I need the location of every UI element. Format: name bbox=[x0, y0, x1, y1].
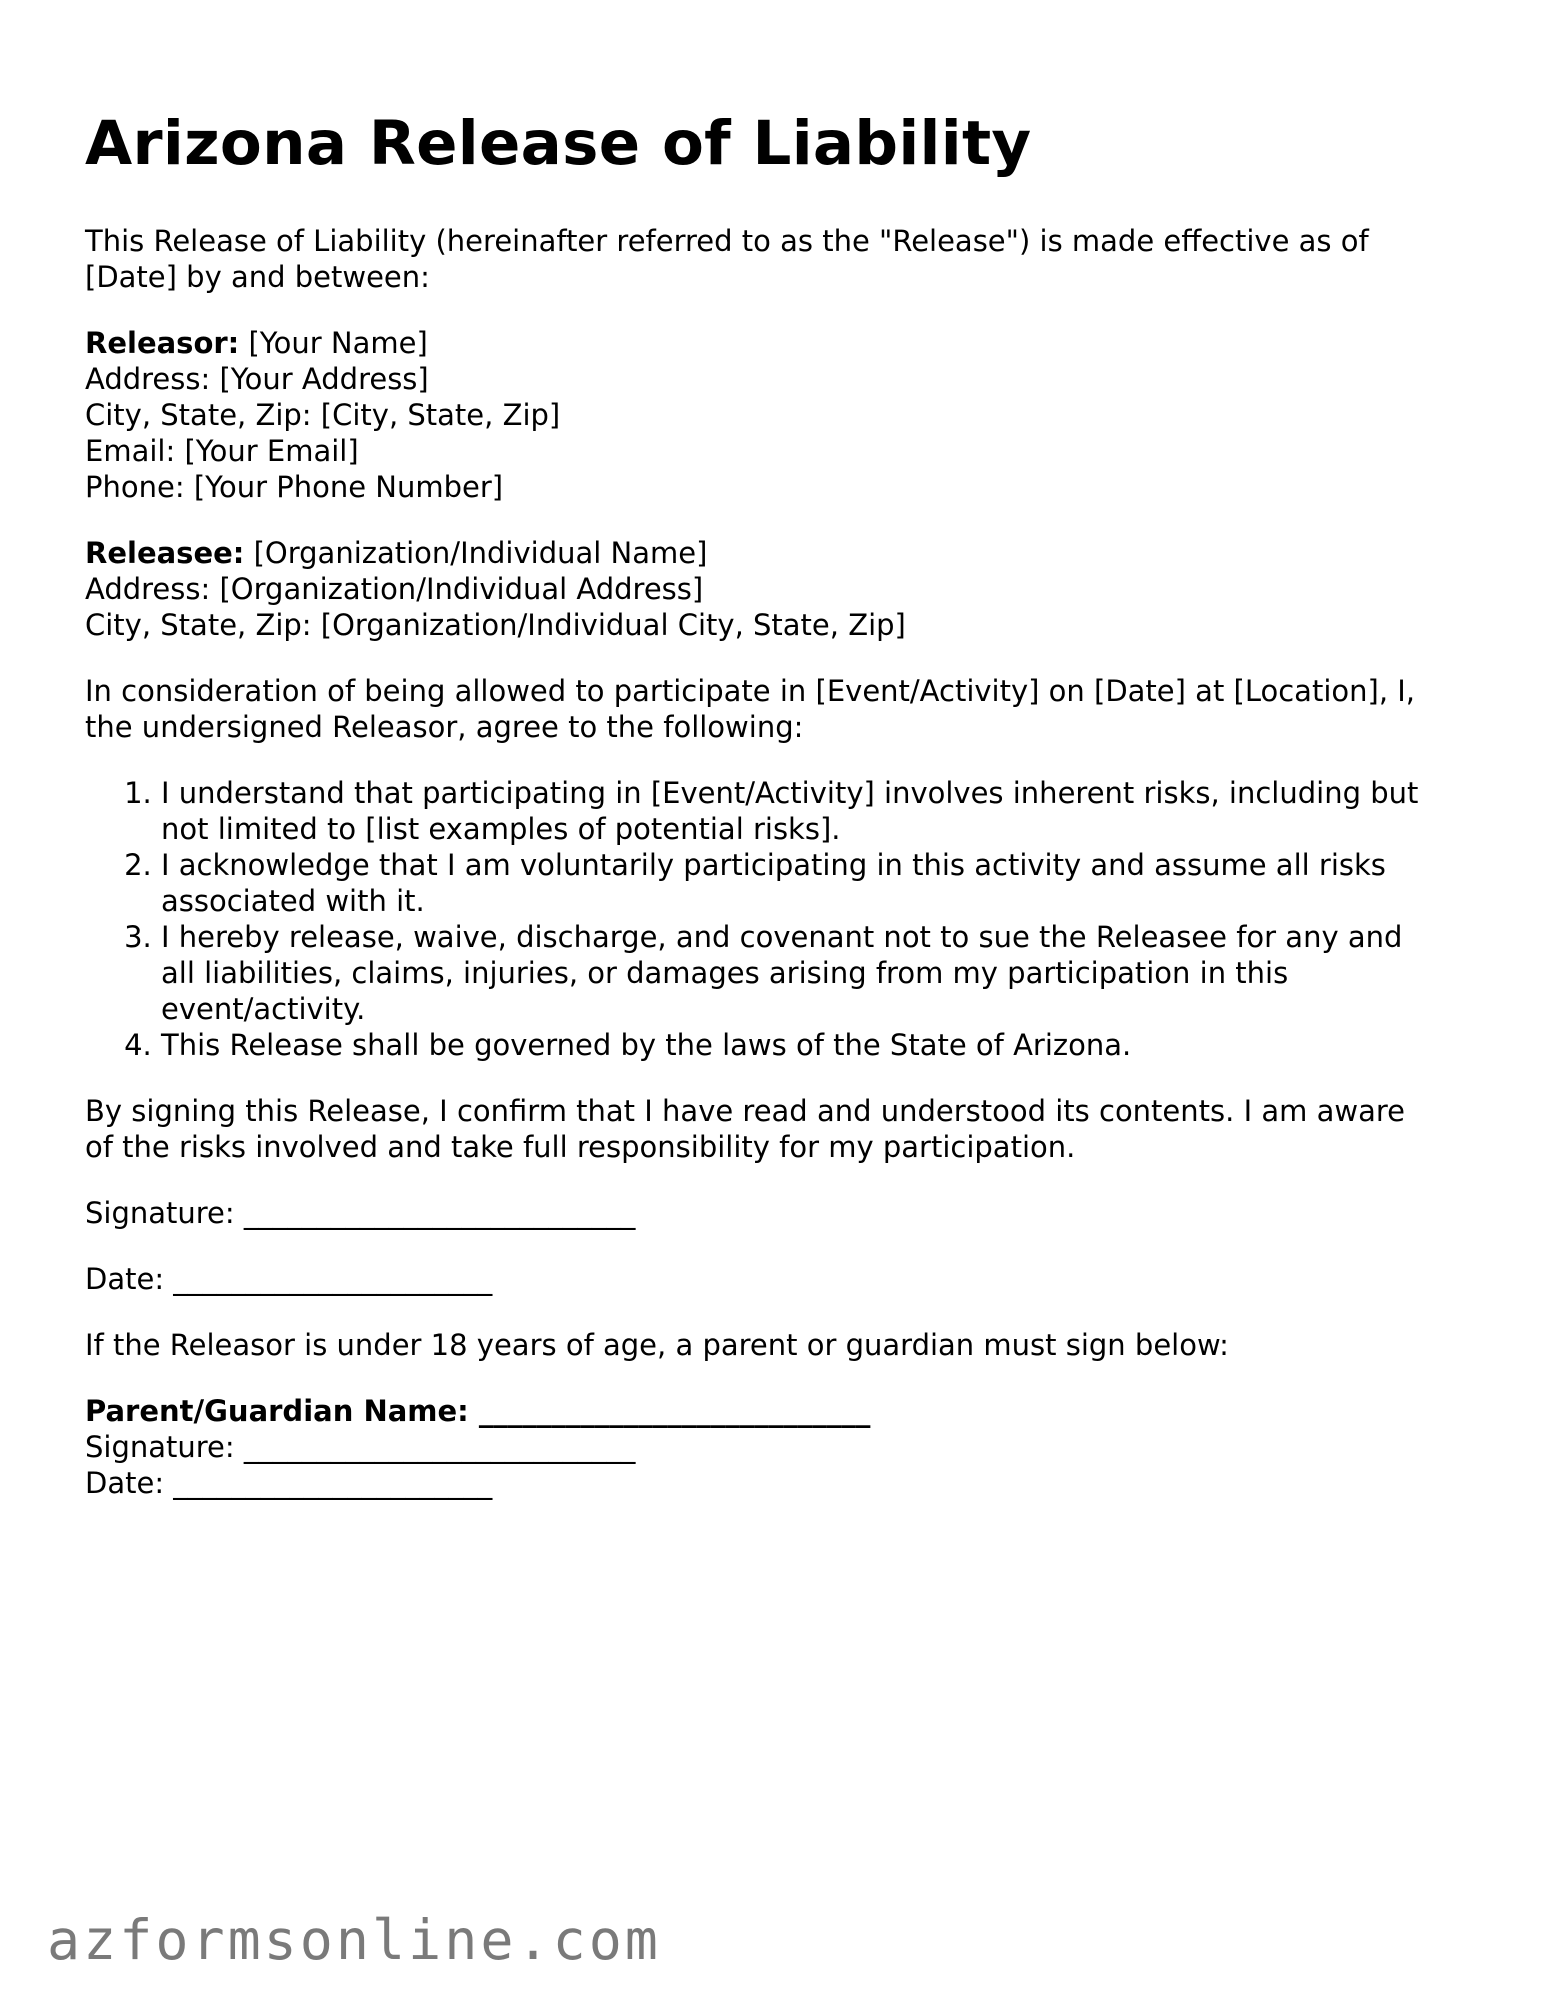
intro-line-1: This Release of Liability (hereinafter referred to as the "Release") is made effective as of bbox=[85, 224, 1369, 258]
term-line: event/activity. bbox=[161, 992, 366, 1026]
document-body bbox=[85, 223, 1485, 1501]
releasor-email: Email: [Your Email] bbox=[85, 434, 359, 468]
minor-notice-text: If the Releasor is under 18 years of age, a parent or guardian must sign below: bbox=[85, 1328, 1229, 1362]
releasee-name-line bbox=[85, 535, 1485, 571]
releasee-block bbox=[85, 535, 1485, 643]
term-item bbox=[161, 775, 1485, 847]
term-item bbox=[161, 1027, 1485, 1063]
guardian-name-field[interactable]: Parent/Guardian Name: ___________________________ bbox=[85, 1394, 871, 1428]
term-line: 4. This Release shall be governed by the laws of the State of Arizona. bbox=[161, 1028, 1132, 1062]
releasor-name: [Your Name] bbox=[239, 326, 428, 360]
guardian-signature-field[interactable]: Signature: ___________________________ bbox=[85, 1430, 636, 1464]
confirmation-line-1: By signing this Release, I confirm that I have read and understood its contents. I am aware bbox=[85, 1094, 1405, 1128]
terms-list bbox=[85, 775, 1485, 1063]
guardian-date-field[interactable]: Date: ______________________ bbox=[85, 1466, 493, 1500]
consideration-line-2: the undersigned Releasor, agree to the following: bbox=[85, 710, 804, 744]
term-line: not limited to [list examples of potential risks]. bbox=[161, 812, 841, 846]
guardian-block bbox=[85, 1393, 1485, 1501]
term-line: 1. I understand that participating in [Event/Activity] involves inherent risks, including but bbox=[161, 776, 1419, 810]
signature-field[interactable]: Signature: ___________________________ bbox=[85, 1196, 636, 1230]
term-item bbox=[161, 919, 1485, 1027]
document-title: Arizona Release of Liability bbox=[85, 108, 1032, 179]
releasor-block bbox=[85, 325, 1485, 505]
consideration-paragraph bbox=[85, 673, 1485, 745]
site-watermark: azformsonline.com bbox=[47, 1908, 661, 1972]
releasor-phone: Phone: [Your Phone Number] bbox=[85, 470, 504, 504]
term-line: associated with it. bbox=[161, 884, 425, 918]
minor-notice bbox=[85, 1327, 1485, 1363]
term-line: 2. I acknowledge that I am voluntarily participating in this activity and assume all risks bbox=[161, 848, 1386, 882]
releasor-name-line bbox=[85, 325, 1485, 361]
intro-line-2: [Date] by and between: bbox=[85, 260, 430, 294]
releasor-label: Releasor: bbox=[85, 326, 240, 360]
releasor-city: City, State, Zip: [City, State, Zip] bbox=[85, 398, 561, 432]
intro-paragraph bbox=[85, 223, 1485, 295]
term-line: all liabilities, claims, injuries, or damages arising from my participation in this bbox=[161, 956, 1289, 990]
date-field[interactable]: Date: ______________________ bbox=[85, 1262, 493, 1296]
term-item bbox=[161, 847, 1485, 919]
releasee-label: Releasee: bbox=[85, 536, 245, 570]
term-line: 3. I hereby release, waive, discharge, and covenant not to sue the Releasee for any and bbox=[161, 920, 1403, 954]
signature-line bbox=[85, 1195, 1485, 1231]
confirmation-line-2: of the risks involved and take full responsibility for my participation. bbox=[85, 1130, 1076, 1164]
releasor-address: Address: [Your Address] bbox=[85, 362, 429, 396]
consideration-line-1: In consideration of being allowed to participate in [Event/Activity] on [Date] at [Location], I, bbox=[85, 674, 1416, 708]
confirmation-paragraph bbox=[85, 1093, 1485, 1165]
releasee-city: City, State, Zip: [Organization/Individual City, State, Zip] bbox=[85, 608, 906, 642]
date-line bbox=[85, 1261, 1485, 1297]
releasee-name: [Organization/Individual Name] bbox=[244, 536, 708, 570]
releasee-address: Address: [Organization/Individual Address] bbox=[85, 572, 704, 606]
